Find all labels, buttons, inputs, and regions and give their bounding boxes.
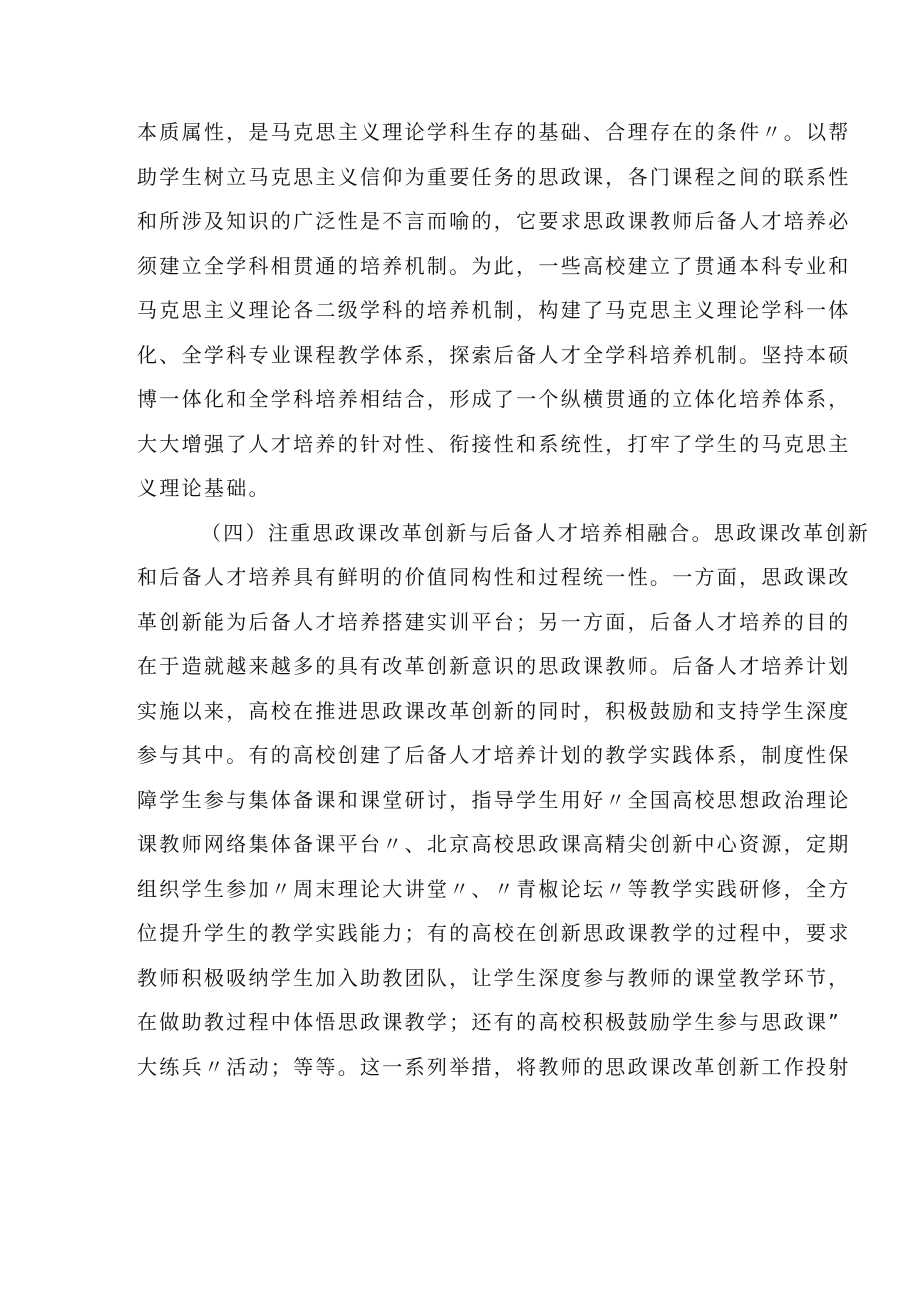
text-line: 在做助教过程中体悟思政课教学；还有的高校积极鼓励学生参与思政课” [137, 1010, 841, 1034]
text-line: 位提升学生的教学实践能力；有的高校在创新思政课教学的过程中，要求 [137, 921, 851, 945]
text-line: 义理论基础。 [137, 476, 271, 500]
text-line: 本质属性，是马克思主义理论学科生存的基础、合理存在的条件〃。以帮 [137, 120, 851, 144]
text-line: 大大增强了人才培养的针对性、衔接性和系统性，打牢了学生的马克思主 [137, 431, 851, 456]
text-line: 在于造就越来越多的具有改革创新意识的思政课教师。后备人才培养计划 [137, 654, 851, 678]
text-line: 化、全学科专业课程教学体系，探索后备人才全学科培养机制。坚持本硕 [137, 342, 851, 367]
text-line: （四）注重思政课改革创新与后备人才培养相融合。思政课改革创新 [201, 520, 870, 545]
text-line: 和后备人才培养具有鲜明的价值同构性和过程统一性。一方面，思政课改 [137, 565, 851, 589]
text-line: 实施以来，高校在推进思政课改革创新的同时，积极鼓励和支持学生深度 [137, 698, 851, 723]
text-line: 教师积极吸纳学生加入助教团队，让学生深度参与教师的课堂教学环节， [137, 965, 851, 990]
body-text [137, 110, 870, 1089]
text-line: 大练兵〃活动；等等。这一系列举措，将教师的思政课改革创新工作投射 [137, 1054, 851, 1079]
text-line: 须建立全学科相贯通的培养机制。为此，一些高校建立了贯通本科专业和 [137, 253, 851, 278]
text-line: 和所涉及知识的广泛性是不言而喻的，它要求思政课教师后备人才培养必 [137, 209, 851, 233]
text-line: 博一体化和全学科培养相结合，形成了一个纵横贯通的立体化培养体系， [137, 387, 851, 411]
text-line: 障学生参与集体备课和课堂研讨，指导学生用好〃全国高校思想政治理论 [137, 787, 851, 812]
text-line: 马克思主义理论各二级学科的培养机制，构建了马克思主义理论学科一体 [137, 298, 851, 322]
paragraph-2 [137, 511, 870, 1090]
text-line: 组织学生参加〃周末理论大讲堂〃、〃青椒论坛〃等教学实践研修，全方 [137, 876, 851, 901]
text-line: 参与其中。有的高校创建了后备人才培养计划的教学实践体系，制度性保 [137, 743, 851, 767]
text-line: 助学生树立马克思主义信仰为重要任务的思政课，各门课程之间的联系性 [137, 164, 851, 189]
text-line: 课教师网络集体备课平台〃、北京高校思政课高精尖创新中心资源，定期 [137, 832, 851, 856]
text-line: 革创新能为后备人才培养搭建实训平台；另一方面，后备人才培养的目的 [137, 609, 851, 634]
paragraph-1 [137, 110, 851, 511]
